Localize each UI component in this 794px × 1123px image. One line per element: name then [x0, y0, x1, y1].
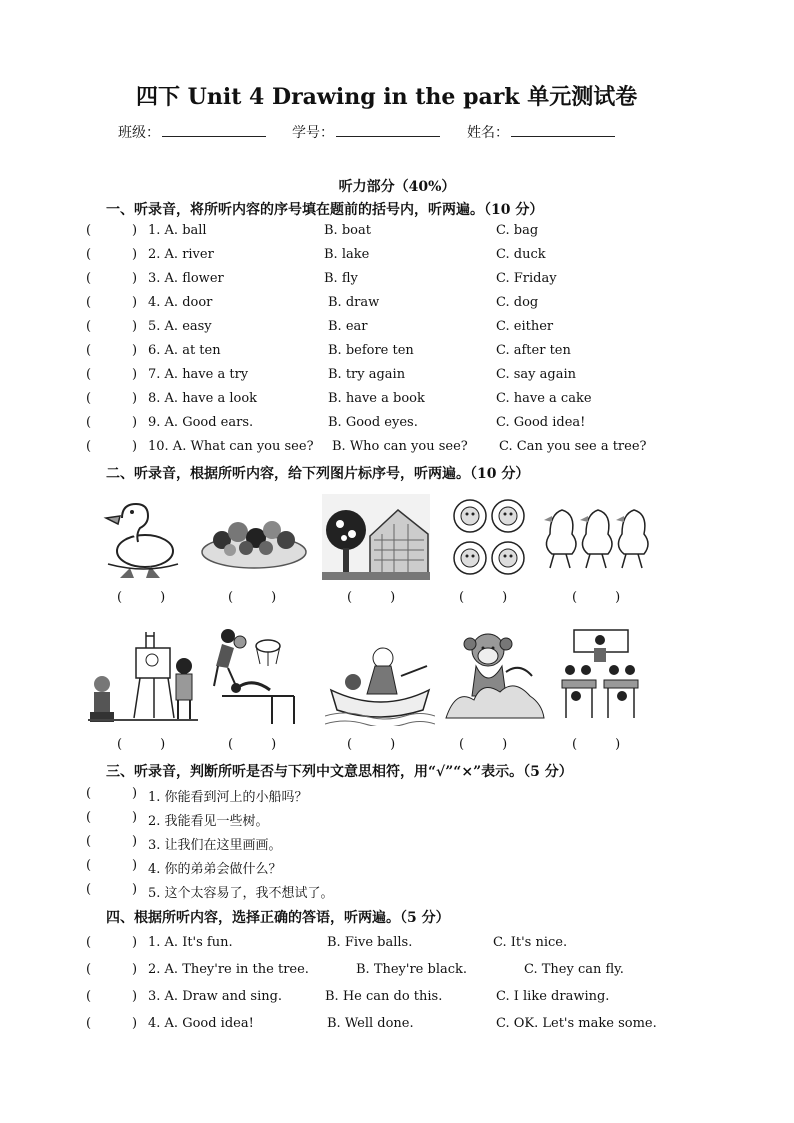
question-row [0, 343, 794, 363]
option-a: 2. A. They're in the tree. [148, 962, 309, 977]
answer-paren-open[interactable]: ( [86, 834, 92, 849]
answer-paren-close[interactable]: ) [132, 271, 138, 286]
answer-paren-close[interactable]: ) [132, 415, 138, 430]
page-title: 四下 Unit 4 Drawing in the park 单元测试卷 [136, 84, 638, 110]
answer-paren-open[interactable]: ( [86, 439, 92, 454]
section2-heading: 二、听录音，根据所听内容，给下列图片标序号，听两遍。（10 分） [106, 466, 530, 482]
option-c: C. I like drawing. [496, 989, 610, 1004]
option-c: C. either [496, 319, 554, 334]
option-b: B. Good eyes. [328, 415, 418, 430]
option-a: 2. A. river [148, 247, 214, 262]
answer-box[interactable]: ( ) [347, 590, 396, 605]
number-blank[interactable] [336, 122, 440, 137]
option-a: 7. A. have a try [148, 367, 249, 382]
question-row [0, 786, 794, 806]
option-c: C. Can you see a tree? [499, 439, 647, 454]
answer-paren-open[interactable]: ( [86, 247, 92, 262]
answer-paren-close[interactable]: ) [132, 834, 138, 849]
question-row [0, 439, 794, 459]
option-b: B. draw [328, 295, 380, 310]
option-b: B. Who can you see? [332, 439, 468, 454]
question-row [0, 810, 794, 830]
duck-picture [100, 496, 182, 582]
option-a: 4. A. door [148, 295, 213, 310]
answer-paren-open[interactable]: ( [86, 858, 92, 873]
answer-paren-open[interactable]: ( [86, 882, 92, 897]
question-row [0, 882, 794, 902]
name-label: 姓名： [467, 125, 509, 141]
option-c: C. bag [496, 223, 539, 238]
class-label: 班级： [118, 125, 160, 141]
answer-paren-open[interactable]: ( [86, 391, 92, 406]
answer-box[interactable]: ( ) [572, 590, 621, 605]
answer-paren-close[interactable]: ) [132, 882, 138, 897]
option-c: C. dog [496, 295, 539, 310]
answer-paren-close[interactable]: ) [132, 786, 138, 801]
option-b: B. fly [324, 271, 358, 286]
answer-paren-open[interactable]: ( [86, 343, 92, 358]
classroom-picture [558, 626, 642, 724]
option-b: B. They're black. [356, 962, 468, 977]
sports-picture [210, 626, 298, 726]
answer-box[interactable]: ( ) [117, 737, 166, 752]
answer-paren-close[interactable]: ) [132, 989, 138, 1004]
question-row [0, 223, 794, 243]
option-a: 4. A. Good idea! [148, 1016, 254, 1031]
question-row [0, 295, 794, 315]
ducks-picture [540, 494, 650, 578]
option-b: B. boat [324, 223, 371, 238]
question-row [0, 858, 794, 878]
answer-box[interactable]: ( ) [572, 737, 621, 752]
answer-paren-open[interactable]: ( [86, 319, 92, 334]
option-c: C. Friday [496, 271, 557, 286]
option-a: 1. A. It's fun. [148, 935, 233, 950]
statement-text: 4. 你的弟弟会做什么？ [148, 862, 282, 877]
answer-box[interactable]: ( ) [228, 590, 277, 605]
answer-box[interactable]: ( ) [459, 590, 508, 605]
answer-paren-open[interactable]: ( [86, 989, 92, 1004]
statement-text: 3. 让我们在这里画画。 [148, 838, 282, 853]
answer-paren-open[interactable]: ( [86, 295, 92, 310]
question-row [0, 247, 794, 267]
answer-paren-close[interactable]: ) [132, 223, 138, 238]
answer-paren-close[interactable]: ) [132, 343, 138, 358]
question-row [0, 962, 794, 982]
name-field[interactable] [467, 122, 615, 142]
option-c: C. say again [496, 367, 576, 382]
fruit-salad-picture [200, 510, 308, 572]
answer-paren-close[interactable]: ) [132, 439, 138, 454]
tree-and-house-picture [322, 494, 430, 580]
option-c: C. They can fly. [524, 962, 624, 977]
answer-box[interactable]: ( ) [459, 737, 508, 752]
option-a: 3. A. Draw and sing. [148, 989, 283, 1004]
option-a: 1. A. ball [148, 223, 207, 238]
option-c: C. duck [496, 247, 546, 262]
option-c: C. It's nice. [493, 935, 568, 950]
monkey-picture [436, 626, 546, 724]
question-row [0, 391, 794, 411]
option-b: B. Well done. [327, 1016, 414, 1031]
option-a: 3. A. flower [148, 271, 224, 286]
answer-paren-open[interactable]: ( [86, 223, 92, 238]
option-a: 9. A. Good ears. [148, 415, 254, 430]
option-b: B. He can do this. [325, 989, 443, 1004]
question-row [0, 834, 794, 854]
answer-paren-close[interactable]: ) [132, 1016, 138, 1031]
option-b: B. before ten [328, 343, 414, 358]
option-a: 6. A. at ten [148, 343, 221, 358]
answer-paren-open[interactable]: ( [86, 810, 92, 825]
answer-paren-close[interactable]: ) [132, 367, 138, 382]
question-row [0, 989, 794, 1009]
question-row [0, 271, 794, 291]
boat-picture [325, 636, 435, 726]
section3-heading: 三、听录音，判断所听是否与下列中文意思相符，用“√”“×”表示。（5 分） [106, 764, 573, 780]
answer-paren-open[interactable]: ( [86, 1016, 92, 1031]
answer-box[interactable]: ( ) [117, 590, 166, 605]
option-c: C. Good idea! [496, 415, 586, 430]
answer-paren-open[interactable]: ( [86, 271, 92, 286]
answer-paren-close[interactable]: ) [132, 935, 138, 950]
drawing-picture [88, 626, 198, 724]
answer-box[interactable]: ( ) [347, 737, 396, 752]
flowers-picture [452, 496, 526, 580]
question-row [0, 367, 794, 387]
statement-text: 5. 这个太容易了，我不想试了。 [148, 886, 334, 901]
answer-paren-open[interactable]: ( [86, 367, 92, 382]
class-field[interactable] [118, 122, 266, 142]
answer-paren-close[interactable]: ) [132, 858, 138, 873]
option-c: C. OK. Let's make some. [496, 1016, 657, 1031]
option-c: C. after ten [496, 343, 571, 358]
option-c: C. have a cake [496, 391, 592, 406]
answer-paren-close[interactable]: ) [132, 295, 138, 310]
question-row [0, 319, 794, 339]
answer-paren-open[interactable]: ( [86, 935, 92, 950]
statement-text: 1. 你能看到河上的小船吗？ [148, 790, 308, 805]
number-field[interactable] [292, 122, 440, 142]
section1-heading: 一、听录音，将所听内容的序号填在题前的括号内，听两遍。（10 分） [106, 202, 544, 218]
class-blank[interactable] [162, 122, 266, 137]
answer-paren-close[interactable]: ) [132, 319, 138, 334]
option-a: 5. A. easy [148, 319, 212, 334]
question-row [0, 935, 794, 955]
answer-paren-open[interactable]: ( [86, 962, 92, 977]
answer-paren-close[interactable]: ) [132, 962, 138, 977]
statement-text: 2. 我能看见一些树。 [148, 814, 269, 829]
question-row [0, 415, 794, 435]
number-label: 学号： [292, 125, 334, 141]
answer-paren-close[interactable]: ) [132, 391, 138, 406]
option-a: 8. A. have a look [148, 391, 258, 406]
answer-paren-close[interactable]: ) [132, 247, 138, 262]
section4-heading: 四、根据所听内容，选择正确的答语，听两遍。（5 分） [106, 910, 450, 926]
answer-box[interactable]: ( ) [228, 737, 277, 752]
option-b: B. try again [328, 367, 406, 382]
option-b: B. ear [328, 319, 368, 334]
answer-paren-open[interactable]: ( [86, 415, 92, 430]
option-b: B. lake [324, 247, 370, 262]
question-row [0, 1016, 794, 1036]
name-blank[interactable] [511, 122, 615, 137]
answer-paren-open[interactable]: ( [86, 786, 92, 801]
option-b: B. Five balls. [327, 935, 413, 950]
listening-header: 听力部分（40%） [338, 179, 456, 195]
answer-paren-close[interactable]: ) [132, 810, 138, 825]
option-a: 10. A. What can you see? [148, 439, 314, 454]
option-b: B. have a book [328, 391, 425, 406]
